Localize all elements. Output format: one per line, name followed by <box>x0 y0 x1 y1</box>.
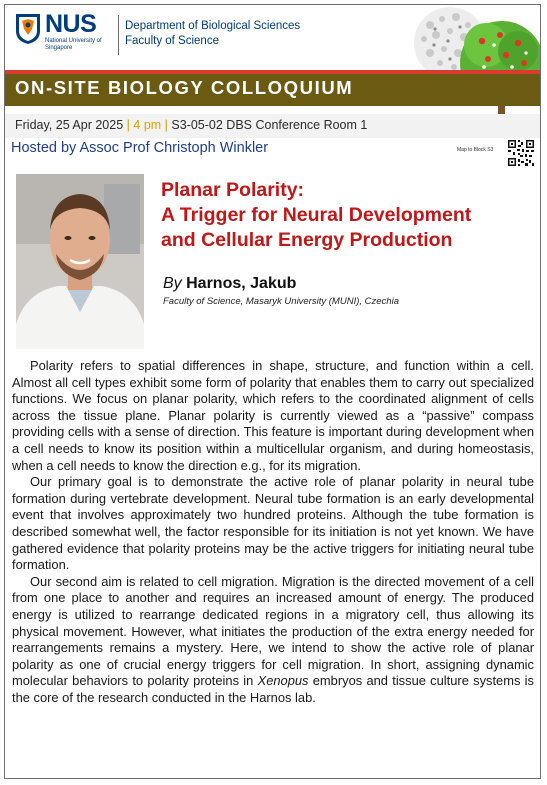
header-divider <box>118 15 119 55</box>
byline-prefix: By <box>163 275 182 292</box>
host-line: Hosted by Assoc Prof Christoph Winkler <box>11 140 269 156</box>
banner-accent-strip <box>5 70 540 74</box>
abstract-text: Our second aim is related to cell migration. Migration is the directed movement of a cell from one place to another and requires an increased amount of energy. The produced energy is utilized to rearrange dedicated regions in a migratory cell, thus allowing its physical movement. However, what initiates the production of the extra energy needed for rearrangements remains a mystery. Here, we intend to show the active role of planar polarity as one of crucial energy triggers for cell migration. In short, assigning dynamic molecular behaviors to polarity proteins in <box>12 573 534 689</box>
talk-title-line: A Trigger for Neural Development <box>161 204 472 226</box>
nus-crest-icon <box>15 13 41 45</box>
speaker-affiliation: Faculty of Science, Masaryk University (MUNI), Czechia <box>163 296 399 307</box>
map-label: Map to Block S3 <box>457 147 494 153</box>
nus-logo <box>15 10 117 57</box>
talk-title-line: and Cellular Energy Production <box>161 229 453 251</box>
nus-logo-subtext: National University of Singapore <box>45 38 102 51</box>
abstract-text: embryos and tissue culture systems is the core of the research conducted in the Harnos lab. <box>12 673 534 705</box>
abstract-text: Our primary goal is to demonstrate the active role of planar polarity in neural tube formation during vertebrate development. Neural tube formation is an early developmental event that involves approximately two hundred proteins. Although the tube formation is described somewhat well, the factor responsible for its initiation is not yet known. We have gathered evidence that polarity proteins may be the active triggers for initiating neural tube formation. <box>12 474 534 573</box>
speaker-byline <box>163 275 296 293</box>
event-venue: S3-05-02 DBS Conference Room 1 <box>171 118 368 132</box>
speaker-photo <box>16 174 144 349</box>
abstract <box>12 358 534 706</box>
species-name: Xenopus <box>257 673 309 689</box>
qr-code-icon[interactable] <box>507 139 535 167</box>
nus-logo-text: NUS <box>45 10 97 38</box>
event-time: 4 pm <box>133 118 162 132</box>
abstract-paragraph <box>12 474 534 574</box>
colloquium-title: ON-SITE BIOLOGY COLLOQUIUM <box>15 77 354 98</box>
speaker-name: Harnos, Jakub <box>186 275 297 292</box>
poster <box>4 4 541 779</box>
department-name: Department of Biological Sciences <box>125 20 301 32</box>
event-date: Friday, 25 Apr 2025 <box>15 118 124 132</box>
faculty-name: Faculty of Science <box>125 35 219 47</box>
event-info <box>15 118 367 132</box>
department-block <box>125 19 300 49</box>
talk-title-line: Planar Polarity: <box>161 179 305 201</box>
abstract-paragraph: Polarity refers to spatial differences in shape, structure, and function within a cell. Almost all cell types exhibit some form of polarity that enables them to carry out specialized functions. We focus on planar polarity, which refers to the coordinated alignment of cells across the tissue plane. Planar polarity is currently viewed as a “passive” compass providing cells with a sense of direction. This feature is important during development when a cell needs to know its position within a multicellular organism, and during homeostasis, when a cell needs to know the direction e.g., for its migration. <box>12 358 534 473</box>
abstract-paragraph <box>12 574 534 707</box>
info-separator: | <box>164 118 168 132</box>
talk-title <box>161 178 536 253</box>
info-separator: | <box>126 118 130 132</box>
